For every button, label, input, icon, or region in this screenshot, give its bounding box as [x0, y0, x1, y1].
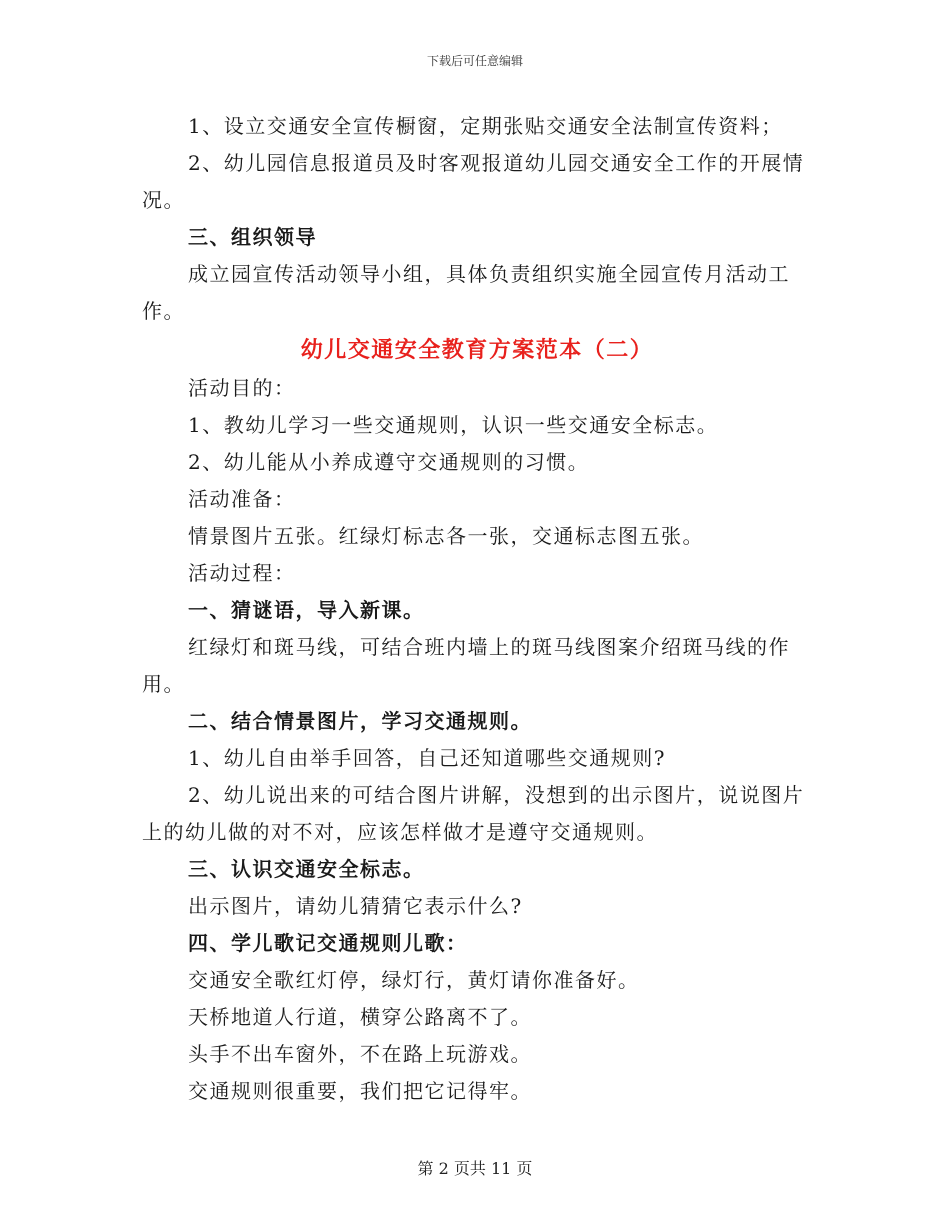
- page-header: 下载后可任意编辑: [426, 54, 523, 68]
- page-footer: 第 2 页共 11 页: [417, 1159, 533, 1178]
- paragraph: 情景图片五张。红绿灯标志各一张，交通标志图五张。: [188, 524, 704, 548]
- paragraph: 成立园宣传活动领导小组，具体负责组织实施全园宣传月活动工: [188, 262, 790, 286]
- section-heading: 二、结合情景图片，学习交通规则。: [188, 709, 532, 733]
- section-heading: 四、学儿歌记交通规则儿歌：: [188, 931, 468, 955]
- paragraph-continuation: 况。: [142, 188, 185, 212]
- section-heading: 三、认识交通安全标志。: [188, 857, 425, 881]
- paragraph: 1、幼儿自由举手回答，自己还知道哪些交通规则?: [188, 746, 666, 770]
- paragraph-continuation: 上的幼儿做的对不对，应该怎样做才是遵守交通规则。: [142, 820, 658, 844]
- document-title: 幼儿交通安全教育方案范本（二）: [300, 337, 654, 363]
- paragraph: 1、设立交通安全宣传橱窗，定期张贴交通安全法制宣传资料；: [188, 114, 783, 138]
- paragraph: 出示图片，请幼儿猜猜它表示什么?: [188, 894, 523, 918]
- paragraph: 交通规则很重要，我们把它记得牢。: [188, 1079, 532, 1103]
- paragraph: 1、教幼儿学习一些交通规则，认识一些交通安全标志。: [188, 413, 719, 437]
- paragraph-continuation: 作。: [142, 299, 185, 323]
- paragraph-continuation: 用。: [142, 672, 185, 696]
- paragraph: 活动过程：: [188, 561, 296, 585]
- paragraph: 天桥地道人行道，横穿公路离不了。: [188, 1005, 532, 1029]
- paragraph: 头手不出车窗外，不在路上玩游戏。: [188, 1042, 532, 1066]
- paragraph: 2、幼儿说出来的可结合图片讲解，没想到的出示图片，说说图片: [188, 783, 805, 807]
- paragraph: 2、幼儿园信息报道员及时客观报道幼儿园交通安全工作的开展情: [188, 151, 805, 175]
- paragraph: 活动目的：: [188, 376, 296, 400]
- paragraph: 2、幼儿能从小养成遵守交通规则的习惯。: [188, 450, 590, 474]
- document-body: [142, 108, 812, 1110]
- paragraph: 红绿灯和斑马线，可结合班内墙上的斑马线图案介绍斑马线的作: [188, 635, 790, 659]
- section-heading: 一、猜谜语，导入新课。: [188, 598, 425, 622]
- section-heading: 三、组织领导: [188, 225, 317, 249]
- paragraph: 交通安全歌红灯停，绿灯行，黄灯请你准备好。: [188, 968, 640, 992]
- paragraph: 活动准备：: [188, 487, 296, 511]
